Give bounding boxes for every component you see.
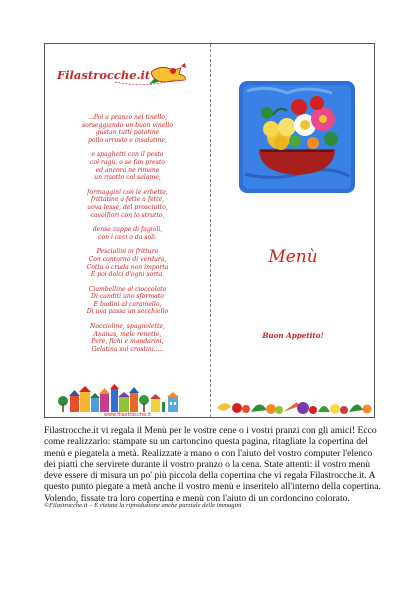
- menu-title: Menù: [268, 247, 318, 267]
- instructions-text: Filastrocche.it vi regala il Menù per le vostre cene o i vostri pranzi con gli amici! Ecco come realizzarlo: stampate su un cartoncino questa pagina, ritagliate la copertina del menù e piegatela a metà. Realizzate a mano o con l'aiuto del vostro computer l'elenco dei piatti che servirete durante il vostro pranzo o la cena. State attenti: il vostro menù deve essere di misura un po' più piccola della copertina che vi regala Filastrocche.it. A questo punto piegate a metà anche il vostro menù e inseritelo all'interno della copertina. Volendo, fissate tra loro copertina e menù con l'aiuto di un cordoncino colorato.: [44, 425, 381, 504]
- logo-text: Filastrocche.it: [57, 68, 151, 82]
- copyright-note: ©Filastrocche.it – È vietata la riproduzione anche parziale delle immagini: [44, 502, 242, 509]
- poem-stanza: [55, 114, 200, 144]
- vegetables-illustration: [215, 394, 373, 416]
- poem-line: gustan tutti patatine: [95, 129, 160, 137]
- poem-line: ed ancora ne rimane: [95, 166, 160, 174]
- site-url: www.filastrocche.it: [103, 412, 152, 418]
- poem-line: Di uva passa un secchiello: [86, 308, 169, 316]
- buon-appetito-text: Buon Appetito!: [262, 331, 324, 340]
- menu-cover-card: [44, 43, 375, 418]
- poem-stanza: [55, 189, 200, 219]
- poem-line: pollo arrosto e insalatine,: [87, 136, 167, 144]
- poem-line: Gelatina sui crostini.....: [91, 345, 164, 353]
- cover-left-panel: [45, 44, 210, 417]
- poem-line: formaggini con le erbette,: [87, 188, 168, 196]
- poem-line: dense zuppe di fagioli,: [92, 226, 163, 234]
- poem-stanza: [55, 286, 200, 316]
- poem-line: uova lesse, del prosciutto,: [87, 203, 168, 211]
- poem-line: Di canditi uno sformato: [91, 293, 164, 301]
- poem-line: E poi dolci d'ogni sorta,: [90, 271, 165, 279]
- poem-line: Ananas, mele renette,: [93, 330, 162, 338]
- poem-line: frittatine a fette a fette,: [90, 196, 165, 204]
- poem-line: Ciambelline al cioccolato: [88, 285, 167, 293]
- logo: [55, 62, 205, 92]
- poem-stanza: [55, 248, 200, 278]
- poem-line: col ragù, o se fan presto: [90, 158, 165, 166]
- poem-line: Cotta o cruda non importa: [86, 263, 169, 271]
- poem-line: Pesciolini in frittura: [96, 248, 159, 256]
- poem-stanza: [55, 151, 200, 181]
- poem-line: sorseggiando un buon vinello: [82, 121, 173, 129]
- poem-stanza: [55, 226, 200, 241]
- poem: [55, 114, 200, 360]
- poem-stanza: [55, 323, 200, 353]
- poem-line: E budini al caramello,: [93, 300, 162, 308]
- poem-line: con i ceci o da soli.: [98, 233, 157, 241]
- cover-right-panel: [211, 44, 375, 417]
- flower-basket-illustration: [237, 79, 357, 195]
- poem-line: Noccioline, spagnolette,: [90, 323, 165, 331]
- poem-line: Con contorno di verdura,: [88, 255, 167, 263]
- poem-line: e spaghetti con il pesto: [91, 151, 164, 159]
- poem-line: Pere, fichi e mandarini,: [91, 338, 164, 346]
- poem-line: ...Poi a pranzo nel tinello,: [88, 114, 167, 121]
- poem-line: un risotto col salame,: [94, 174, 161, 182]
- houses-illustration: [57, 384, 197, 412]
- poem-line: cavolfiori con lo strutto,: [90, 211, 165, 219]
